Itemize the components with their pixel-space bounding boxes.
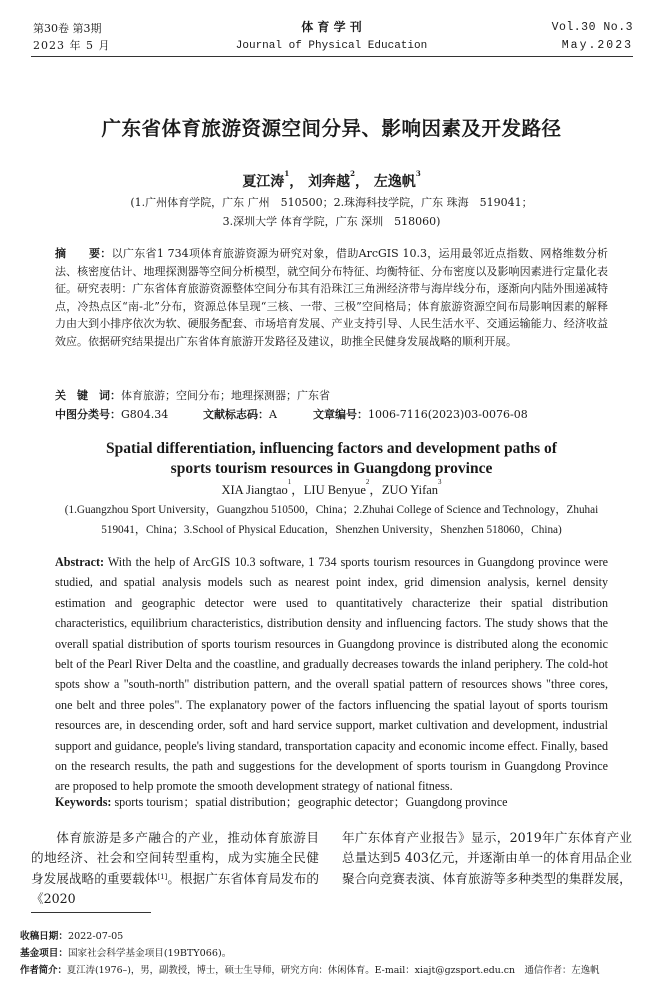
article-label: 文章编号： xyxy=(313,408,368,421)
en-keywords-label: Keywords: xyxy=(55,795,112,809)
cn-abstract-text: 以广东省1 734项体育旅游资源为研究对象，借助ArcGIS 10.3，运用最邻近点指数、网格维数分析法、核密度估计、地理探测器等空间分析模型，就空间分布特征、均衡特征、分布密度以及影响因素进行定量化表征。研究表明：广东省体育旅游资源整体空间分布其有沿珠江三角洲经济带与海岸线分布，逐渐向内陆外围递减特点，冷热点区“南-北”分布，资源总体呈现“三核、一带、三极”空间格局；体育旅游资源空间布局影响因素的解释力由大到小排序依次为软、硬服务配套、市场培育发展、产业支持引导、人民生活水平、交通运输能力、经济收益效应。依据研究结果提出广东省体育旅游开发路径及建议，助推全民健身发展战略的顺利开展。 xyxy=(55,247,609,348)
en-author-name: ZUO Yifan xyxy=(381,483,439,497)
body-left-text-b: 。根据广东省体育局发布的《2020 xyxy=(31,870,320,906)
page-title: 广东省体育旅游资源空间分异、影响因素及开发路径 xyxy=(101,117,562,140)
en-author-sup: 3 xyxy=(438,478,442,486)
cn-classification xyxy=(55,407,168,423)
footnote-rule xyxy=(31,912,151,913)
en-author-sup: 2 xyxy=(365,478,370,486)
class-value: G804.34 xyxy=(121,408,169,421)
en-title-line2: sports tourism resources in Guangdong province xyxy=(170,460,493,477)
body-left-column xyxy=(31,828,319,909)
cn-author-sup: 2 xyxy=(350,169,355,178)
en-abstract-text: With the help of ArcGIS 10.3 software, 1 734 sports tourism resources in Guangdong province were studied, and spatial analysis models such as nearest point index, grid dimension analysis, kernel density estimation and geographic detector were used to quantitatively characterize their spatial distribution characteristics, equilibrium characteristics, distribution density and influencing factors. The study shows that the overall spatial distribution of sports tourism resources in Guangdong province is distributed along the economic belt of the Pearl River Delta and the coastline, and gradually decreases towards the inland periphery. The cold-hot spots show a "south-north" distribution pattern, and the overall spatial pattern of resources shows "three cores, one belt and three poles". The explanatory power of the factors influencing the spatial layout of sports tourism resources are, in descending order, soft and hard service support, market cultivation and development, industrial support and guidance, people's living standard, transportation capacity and economic income effect. Finally, based on the research results, the path and suggestions for the development of sports tourism in Guangdong Province are proposed to help promote the smooth development strategy of national fitness. xyxy=(55,555,608,794)
en-title-line1: Spatial differentiation, influencing factors and development paths of xyxy=(106,440,557,457)
header-journal-en: Journal of Physical Education xyxy=(235,40,428,52)
cn-author-sep: ， xyxy=(354,174,369,190)
header-rule xyxy=(31,56,633,57)
doc-value: A xyxy=(269,408,277,421)
cn-abstract-label: 摘 要： xyxy=(55,247,112,260)
en-author-sep: ， xyxy=(369,483,382,497)
class-label: 中图分类号： xyxy=(55,408,121,421)
body-right-text: 年广东体育产业报告》显示，2019年广东体育产业总量达到5 403亿元，并逐渐由单一的体育用品企业聚合向竞赛表演、体育旅游等多种类型的集群发展， xyxy=(342,830,632,886)
citation-ref: [1] xyxy=(157,872,168,881)
cn-keywords-text: 体育旅游；空间分布；地理探测器；广东省 xyxy=(121,389,330,402)
received-label: 收稿日期： xyxy=(20,931,68,942)
footnote-received xyxy=(20,929,123,945)
en-keywords-text: sports tourism；spatial distribution；geographic detector；Guangdong province xyxy=(114,795,508,809)
en-author-name: XIA Jiangtao xyxy=(221,483,288,497)
cn-abstract xyxy=(55,245,608,351)
en-affiliations-line2: 519041，China；3.School of Physical Education，Shenzhen University，Shenzhen 518060，China) xyxy=(101,524,562,536)
cn-author-name: 刘奔越 xyxy=(308,174,351,190)
en-affiliations-line1: (1.Guangzhou Sport University，Guangzhou 510500，China；2.Zhuhai College of Science and Technology，Zhuhai xyxy=(64,504,599,516)
en-authors xyxy=(0,480,663,498)
header-date: 2023 年 5 月 xyxy=(33,39,111,52)
body-right-column xyxy=(342,828,632,889)
cn-article-number xyxy=(313,407,528,423)
doc-label: 文献标志码： xyxy=(203,408,269,421)
received-value: 2022-07-05 xyxy=(67,931,124,942)
cn-affiliations-line2: 3.深圳大学 体育学院，广东 深圳 518060) xyxy=(222,215,441,228)
en-author-sep: ， xyxy=(291,483,304,497)
cn-author-sup: 3 xyxy=(415,169,421,178)
footnote-author xyxy=(20,963,599,979)
cn-keywords-label: 关 键 词： xyxy=(55,389,121,402)
en-author-sup: 1 xyxy=(287,478,292,486)
en-abstract xyxy=(55,552,608,797)
en-abstract-label: Abstract: xyxy=(55,555,105,569)
header-date-en: May.2023 xyxy=(561,39,633,52)
cn-document-code xyxy=(203,407,277,423)
cn-authors xyxy=(0,171,663,191)
cn-author-sep: ， xyxy=(289,174,304,190)
fund-label: 基金项目： xyxy=(20,948,68,959)
author-label: 作者简介： xyxy=(20,965,67,976)
cn-author-name: 夏江涛 xyxy=(242,174,285,190)
article-value: 1006-7116(2023)03-0076-08 xyxy=(368,408,528,421)
en-author-name: LIU Benyue xyxy=(303,483,366,497)
header-volume: 第30卷 第3期 xyxy=(33,22,102,35)
cn-keywords xyxy=(55,388,330,404)
author-value: 夏江涛(1976–)，男，副教授，博士，硕士生导师，研究方向：休闲体育。E-mail：xiajt@gzsport.edu.cn 通信作者：左逸帆 xyxy=(66,965,600,976)
cn-author-name: 左逸帆 xyxy=(373,174,416,190)
cn-affiliations-line1: (1.广州体育学院，广东 广州 510500；2.珠海科技学院，广东 珠海 519041； xyxy=(130,196,533,209)
en-keywords xyxy=(55,793,507,810)
header-vol-en: Vol.30 No.3 xyxy=(551,21,633,34)
fund-value: 国家社会科学基金项目(19BTY066)。 xyxy=(67,948,232,959)
footnote-fund xyxy=(20,946,231,962)
header-journal-cn: 体 育 学 刊 xyxy=(301,20,362,34)
body-left-text-a: 体育旅游是多产融合的产业，推动体育旅游目的地经济、社会和空间转型重构，成为实施全民健身发展战略的重要载体 xyxy=(31,830,319,886)
cn-author-sup: 1 xyxy=(284,169,290,178)
